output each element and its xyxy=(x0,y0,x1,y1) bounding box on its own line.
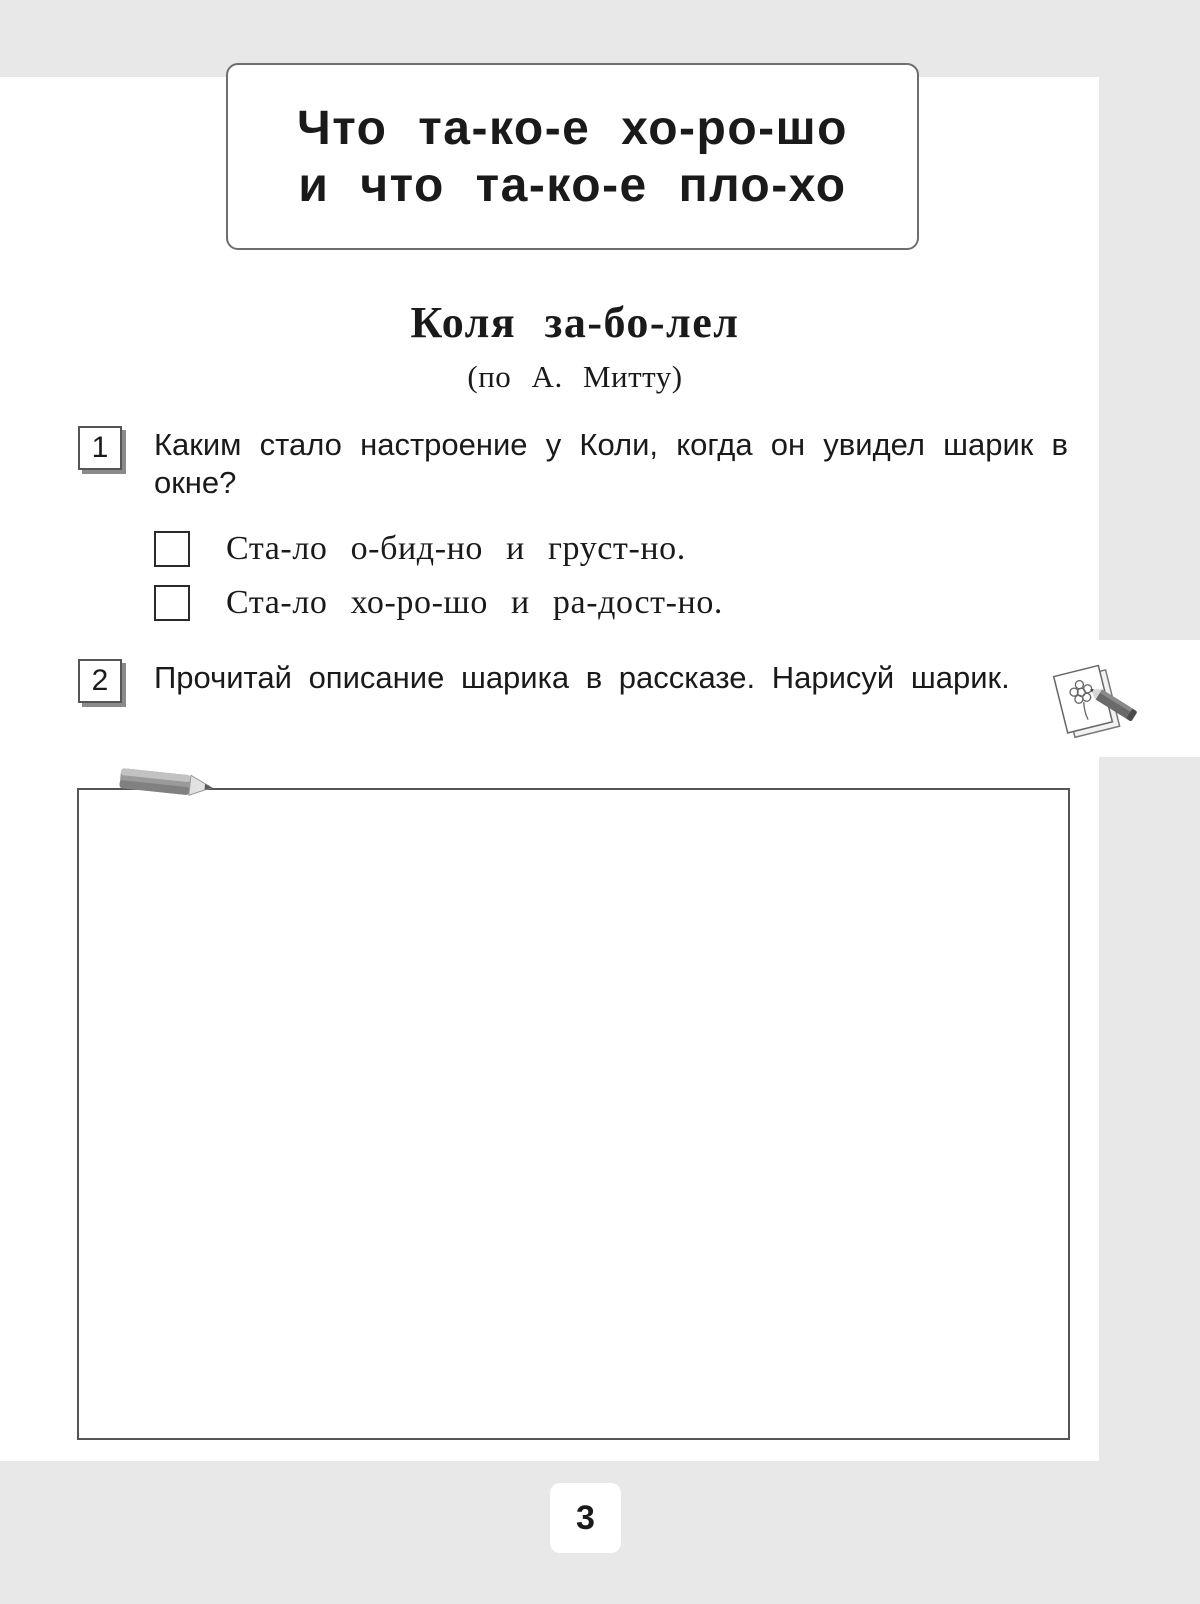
answer-option-2[interactable] xyxy=(154,584,723,622)
drawing-task-icon xyxy=(1052,656,1144,745)
drawing-area[interactable] xyxy=(77,788,1070,1440)
task-2-question: Прочитай описание шарика в рассказе. Нарисуй шарик. xyxy=(154,660,1010,695)
answer-option-label: Ста-ло о-бид-но и груст-но. xyxy=(226,530,686,567)
task-1-question: Каким стало настроение у Коли, когда он увидел шарик в окне? xyxy=(154,427,1068,500)
section-title-line-1: Что та-ко-е хо-ро-шо xyxy=(297,101,848,155)
checkbox[interactable] xyxy=(154,531,190,567)
answer-option-1[interactable] xyxy=(154,530,686,568)
checkbox[interactable] xyxy=(154,585,190,621)
story-title: Коля за-бо-лел xyxy=(410,298,740,347)
section-title-box xyxy=(226,63,919,250)
task-number-1: 1 xyxy=(78,426,122,470)
answer-option-label: Ста-ло хо-ро-шо и ра-дост-но. xyxy=(226,584,724,621)
section-title-line-2: и что та-ко-е пло-хо xyxy=(298,158,847,212)
page-number: 3 xyxy=(550,1483,621,1553)
task-number-2: 2 xyxy=(78,659,122,703)
story-author: (по А. Митту) xyxy=(467,359,683,394)
pencil-icon xyxy=(118,765,218,806)
